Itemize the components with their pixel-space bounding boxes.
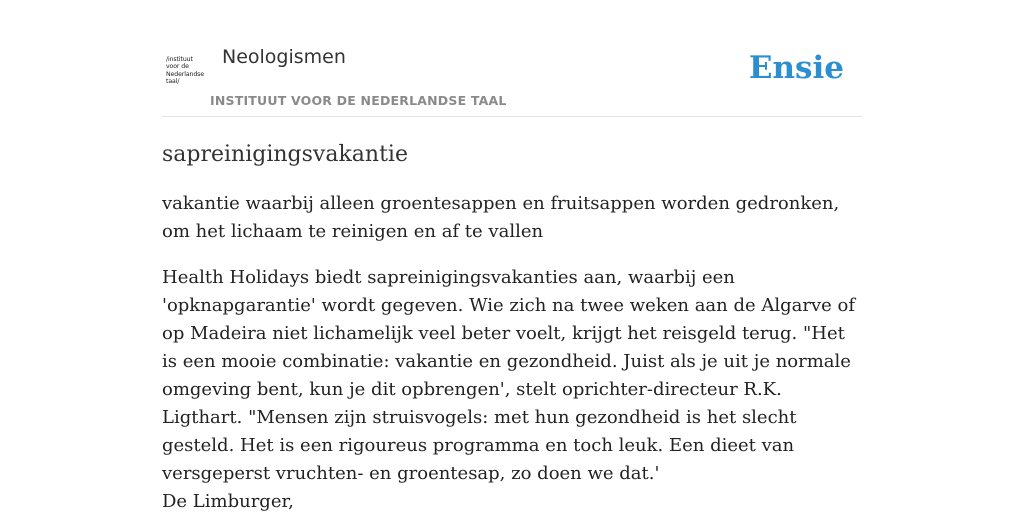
example-text: Health Holidays biedt sapreinigingsvakanties aan, waarbij een 'opknapgarantie' wordt gegeven. Wie zich na twee weken aan de Algarve of op Madeira niet lichamelijk veel beter voelt, krijgt het reisgeld terug. "Het is een mooie combinatie: vakantie en gezondheid. Juist als je uit je normale omgeving bent, kun je dit opbrengen', stelt oprichter-directeur R.K. Ligthart. "Mensen zijn struisvogels: met hun gezondheid is het slecht gesteld. Het is een rigoureus programma en toch leuk. Een dieet van versgeperst vruchten- en groentesap, zo doen we dat.' <box>162 267 856 484</box>
logo-line: voor de <box>166 63 189 71</box>
header <box>162 40 862 117</box>
logo-line: taal/ <box>166 78 180 86</box>
example-citation: De Limburger, <box>162 491 294 512</box>
institute-logo[interactable] <box>166 56 210 88</box>
institution-name: INSTITUUT VOOR DE NEDERLANDSE TAAL <box>210 93 507 108</box>
source-name-link[interactable]: Neologismen <box>222 46 346 68</box>
entry-definition: vakantie waarbij alleen groentesappen en fruitsappen worden gedronken, om het lichaam te reinigen en af te vallen <box>162 193 840 242</box>
entry-content <box>162 139 862 512</box>
logo-line: /instituut <box>166 56 193 63</box>
entry-term: sapreinigingsvakantie <box>162 142 408 167</box>
ensie-logo[interactable]: Ensie <box>748 50 844 86</box>
entry-example <box>162 264 862 512</box>
logo-line: Nederlandse <box>166 70 205 78</box>
